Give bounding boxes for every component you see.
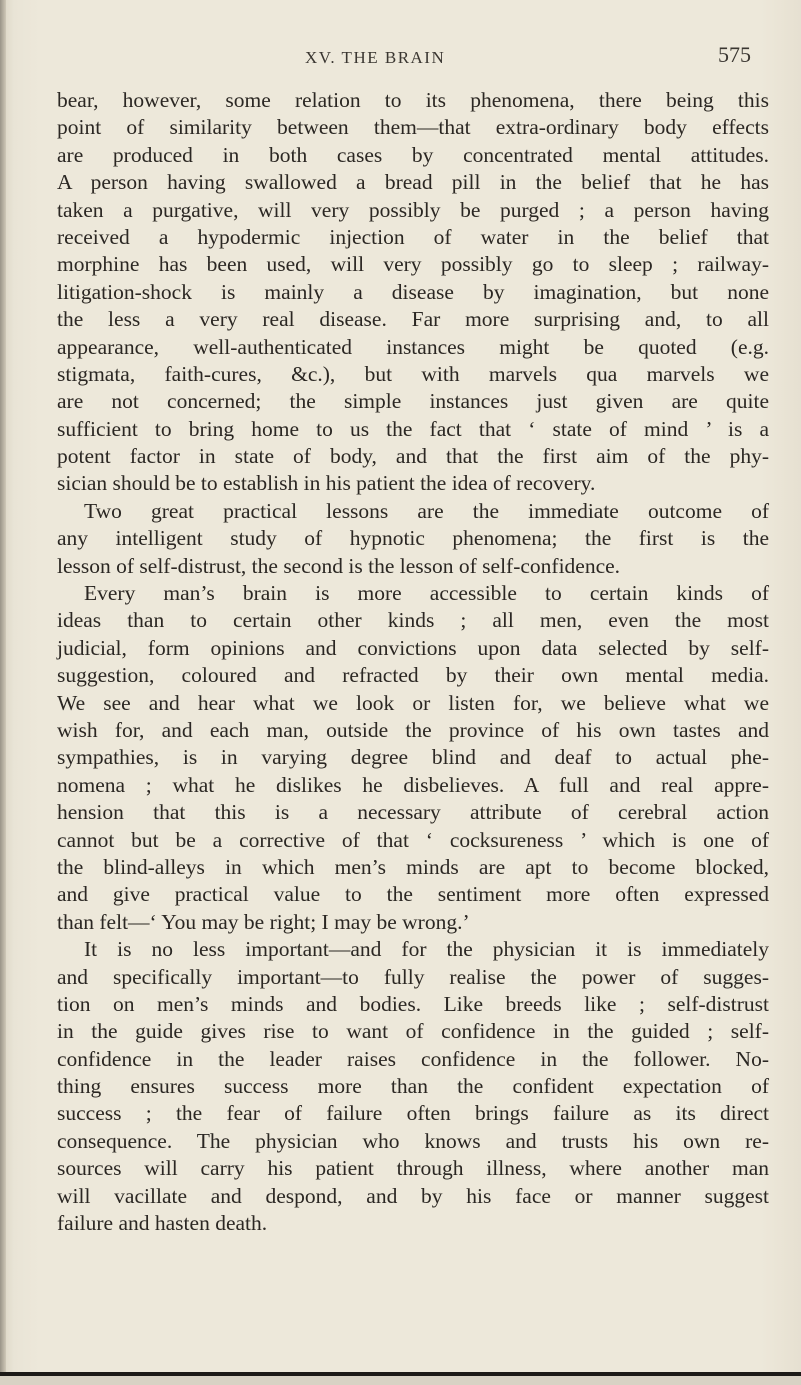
text-line: cannot but be a corrective of that ‘ cocksureness ’ which is one of (57, 827, 769, 852)
running-title: XV. THE BRAIN (305, 48, 446, 67)
text-line: sympathies, is in varying degree blind and deaf to actual phe- (57, 745, 769, 770)
text-line: It is no less important—and for the physician it is immediately (84, 937, 769, 962)
text-line: success ; the fear of failure often brings failure as its direct (57, 1101, 769, 1126)
text-line: will vacillate and despond, and by his face or manner suggest (57, 1183, 769, 1208)
text-line: sician should be to establish in his patient the idea of recovery. (57, 471, 596, 496)
text-line: failure and hasten death. (57, 1211, 268, 1236)
text-line: are not concerned; the simple instances just given are quite (57, 389, 769, 414)
page-spine-shadow (0, 0, 6, 1385)
page-number: 575 (718, 42, 751, 67)
text-line: lesson of self-distrust, the second is the lesson of self-confidence. (57, 553, 621, 578)
text-line: Every man’s brain is more accessible to certain kinds of (84, 581, 769, 606)
text-line: potent factor in state of body, and that the first aim of the phy- (57, 444, 769, 469)
body-text (57, 87, 769, 1237)
text-line: nomena ; what he dislikes he disbelieves. A full and real appre- (57, 772, 769, 797)
text-line: sufficient to bring home to us the fact that ‘ state of mind ’ is a (57, 416, 769, 441)
text-line: and give practical value to the sentiment more often expressed (57, 882, 769, 907)
text-line: are produced in both cases by concentrated mental attitudes. (57, 142, 769, 167)
text-line: A person having swallowed a bread pill in the belief that he has (57, 170, 769, 195)
text-line: taken a purgative, will very possibly be purged ; a person having (57, 197, 769, 222)
text-line: any intelligent study of hypnotic phenomena; the first is the (57, 526, 769, 551)
text-line: the blind-alleys in which men’s minds are apt to become blocked, (57, 854, 769, 879)
text-line: in the guide gives rise to want of confidence in the guided ; self- (57, 1019, 769, 1044)
text-line: Two great practical lessons are the immediate outcome of (84, 498, 769, 523)
text-line: consequence. The physician who knows and trusts his own re- (57, 1128, 769, 1153)
text-line: confidence in the leader raises confidence in the follower. No- (57, 1046, 769, 1071)
text-line: tion on men’s minds and bodies. Like breeds like ; self-distrust (57, 991, 769, 1016)
running-head (0, 42, 801, 72)
text-line: thing ensures success more than the confident expectation of (57, 1074, 769, 1099)
text-line: hension that this is a necessary attribute of cerebral action (57, 800, 769, 825)
text-line: suggestion, coloured and refracted by their own mental media. (57, 663, 769, 688)
bottom-edge-shade (0, 1376, 801, 1385)
text-line: sources will carry his patient through illness, where another man (57, 1156, 769, 1181)
text-line: and specifically important—to fully realise the power of sugges- (57, 964, 769, 989)
text-line: morphine has been used, will very possibly go to sleep ; railway- (57, 252, 769, 277)
text-line: the less a very real disease. Far more surprising and, to all (57, 307, 769, 332)
text-line: judicial, form opinions and convictions upon data selected by self- (57, 635, 769, 660)
text-line: than felt—‘ You may be right; I may be wrong.’ (57, 909, 470, 934)
text-line: point of similarity between them—that extra-ordinary body effects (57, 115, 769, 140)
text-line: litigation-shock is mainly a disease by imagination, but none (57, 279, 769, 304)
text-line: ideas than to certain other kinds ; all men, even the most (57, 608, 769, 633)
text-line: stigmata, faith-cures, &c.), but with marvels qua marvels we (57, 361, 769, 386)
text-line: received a hypodermic injection of water in the belief that (57, 224, 769, 249)
text-line: appearance, well-authenticated instances might be quoted (e.g. (57, 334, 769, 359)
text-line: bear, however, some relation to its phenomena, there being this (57, 88, 769, 112)
text-line: We see and hear what we look or listen for, we believe what we (57, 690, 769, 715)
text-line: wish for, and each man, outside the province of his own tastes and (57, 717, 769, 742)
